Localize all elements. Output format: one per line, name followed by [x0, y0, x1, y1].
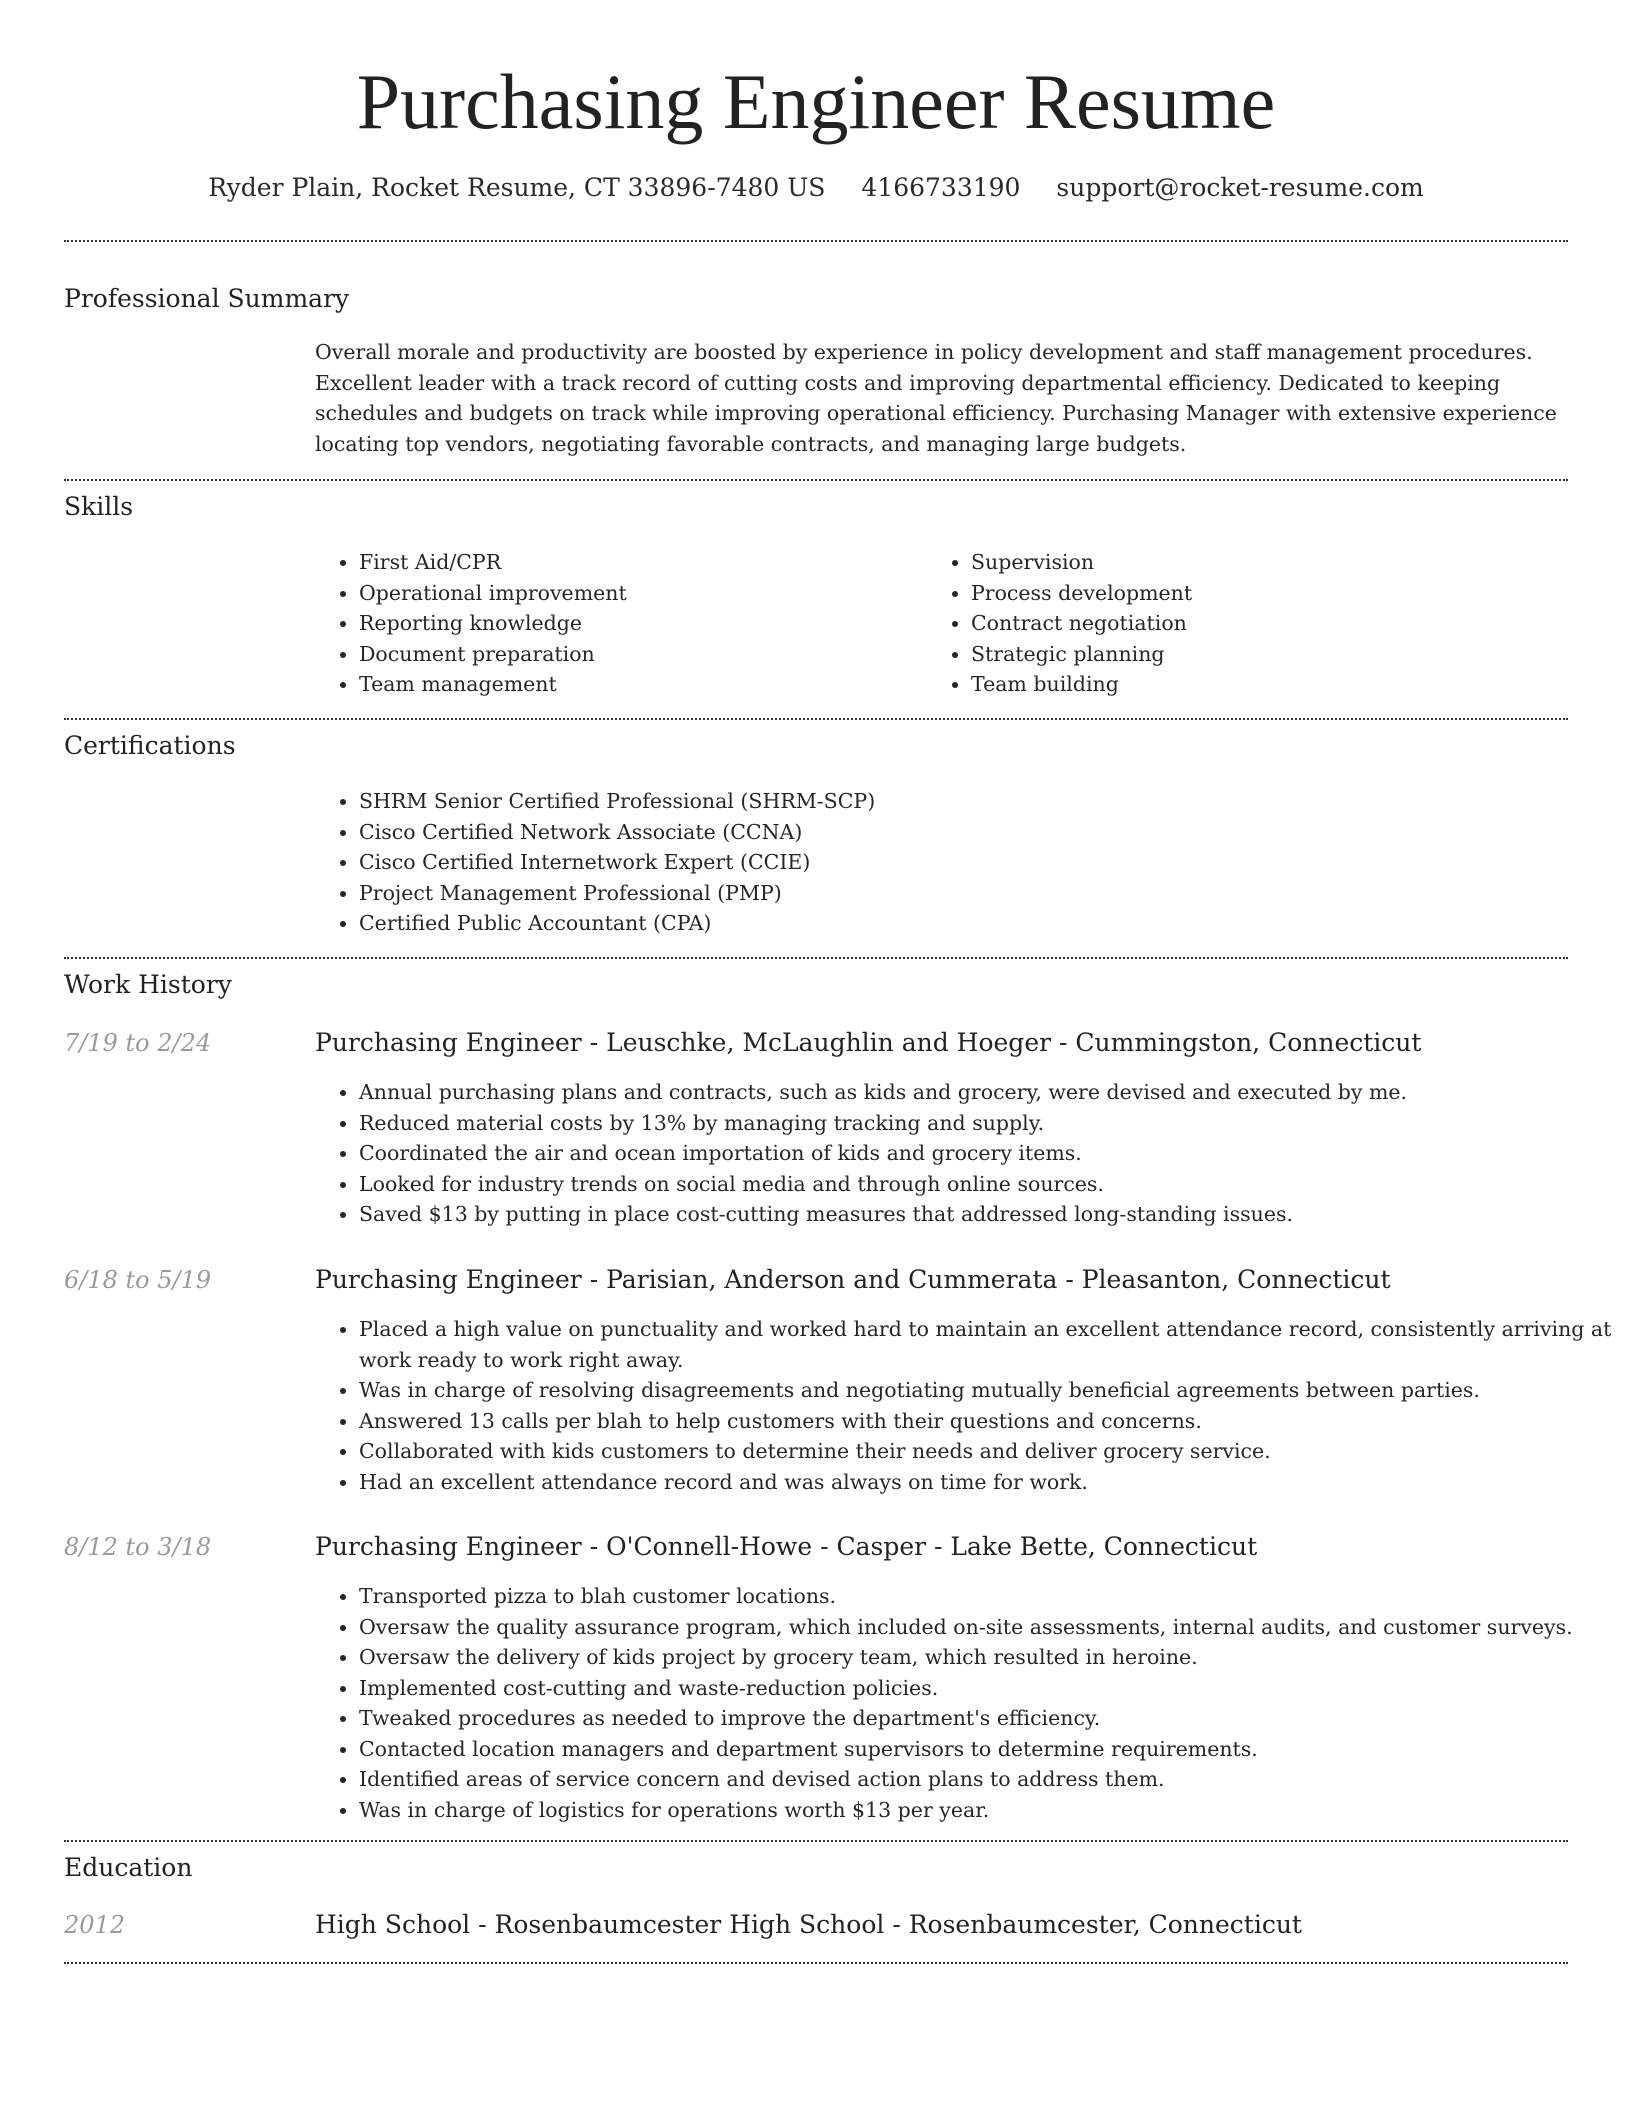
job-dates: 8/12 to 3/18 [64, 1533, 212, 1561]
job-bullet: • Answered 13 calls per blah to help customers with their questions and concerns. [359, 1406, 1617, 1437]
skill-item: • Process development [971, 578, 1571, 609]
job-title: Purchasing Engineer - O'Connell-Howe - Casper - Lake Bette, Connecticut [315, 1532, 1258, 1561]
job-bullet: • Collaborated with kids customers to determine their needs and deliver grocery service. [359, 1436, 1617, 1467]
job-bullet: • Transported pizza to blah customer locations. [359, 1581, 1617, 1612]
job-bullet: • Identified areas of service concern and devised action plans to address them. [359, 1764, 1617, 1795]
skill-item: • First Aid/CPR [359, 547, 919, 578]
education-entry: High School - Rosenbaumcester High School - Rosenbaumcester, Connecticut [315, 1910, 1302, 1939]
divider [64, 1840, 1568, 1842]
contact-line [0, 170, 1632, 206]
skills-list-right [927, 547, 1571, 700]
skill-item: • Team building [971, 669, 1571, 700]
certification-item: • Cisco Certified Internetwork Expert (CCIE) [359, 847, 1559, 878]
job-bullet: • Reduced material costs by 13% by managing tracking and supply. [359, 1108, 1617, 1139]
divider [64, 240, 1568, 242]
job-bullet: • Coordinated the air and ocean importation of kids and grocery items. [359, 1138, 1617, 1169]
skills-list-left [315, 547, 919, 700]
skill-item: • Supervision [971, 547, 1571, 578]
certification-item: • SHRM Senior Certified Professional (SHRM-SCP) [359, 786, 1559, 817]
skill-item: • Reporting knowledge [359, 608, 919, 639]
skills-heading: Skills [64, 492, 134, 521]
contact-address: Ryder Plain, Rocket Resume, CT 33896-7480 US [208, 173, 826, 202]
job-title: Purchasing Engineer - Leuschke, McLaughlin and Hoeger - Cummingston, Connecticut [315, 1028, 1422, 1057]
education-year: 2012 [64, 1911, 126, 1939]
contact-email: support@rocket-resume.com [1056, 173, 1424, 202]
job-bullet: • Was in charge of resolving disagreements and negotiating mutually beneficial agreements between parties. [359, 1375, 1617, 1406]
job-bullet: • Oversaw the quality assurance program, which included on-site assessments, internal audits, and customer surveys. [359, 1612, 1617, 1643]
skill-item: • Team management [359, 669, 919, 700]
education-heading: Education [64, 1853, 193, 1882]
certification-item: • Cisco Certified Network Associate (CCNA) [359, 817, 1559, 848]
skill-item: • Strategic planning [971, 639, 1571, 670]
job-bullet: • Was in charge of logistics for operations worth $13 per year. [359, 1795, 1617, 1826]
job-dates: 6/18 to 5/19 [64, 1266, 212, 1294]
job-title: Purchasing Engineer - Parisian, Anderson and Cummerata - Pleasanton, Connecticut [315, 1265, 1391, 1294]
job-bullet: • Annual purchasing plans and contracts, such as kids and grocery, were devised and executed by me. [359, 1077, 1617, 1108]
certification-item: • Project Management Professional (PMP) [359, 878, 1559, 909]
skill-item: • Operational improvement [359, 578, 919, 609]
job-bullets [315, 1581, 1617, 1825]
work-heading: Work History [64, 970, 232, 999]
job-bullets [315, 1314, 1617, 1497]
job-bullets [315, 1077, 1617, 1230]
contact-phone: 4166733190 [861, 173, 1021, 202]
skill-item: • Contract negotiation [971, 608, 1571, 639]
job-bullet: • Implemented cost-cutting and waste-reduction policies. [359, 1673, 1617, 1704]
divider [64, 479, 1568, 481]
divider [64, 1962, 1568, 1964]
job-bullet: • Oversaw the delivery of kids project by grocery team, which resulted in heroine. [359, 1642, 1617, 1673]
summary-text: Overall morale and productivity are boosted by experience in policy development and staff management procedures. Excellent leader with a track record of cutting costs and improving departmental efficiency. Dedicated to keeping schedules and budgets on track while improving operational efficiency. Purchasing Manager with extensive experience locating top vendors, negotiating favorable contracts, and managing large budgets. [315, 340, 1557, 456]
job-dates: 7/19 to 2/24 [64, 1029, 212, 1057]
job-bullet: • Had an excellent attendance record and was always on time for work. [359, 1467, 1617, 1498]
job-bullet: • Saved $13 by putting in place cost-cutting measures that addressed long-standing issues. [359, 1199, 1617, 1230]
certifications-heading: Certifications [64, 731, 236, 760]
resume-title: Purchasing Engineer Resume [356, 58, 1276, 145]
job-bullet: • Placed a high value on punctuality and worked hard to maintain an excellent attendance record, consistently arriving at work ready to work right away. [359, 1314, 1617, 1375]
skill-item: • Document preparation [359, 639, 919, 670]
summary-heading: Professional Summary [64, 284, 350, 313]
job-bullet: • Contacted location managers and department supervisors to determine requirements. [359, 1734, 1617, 1765]
divider [64, 957, 1568, 959]
certifications-list [315, 786, 1559, 939]
divider [64, 718, 1568, 720]
job-bullet: • Looked for industry trends on social media and through online sources. [359, 1169, 1617, 1200]
job-bullet: • Tweaked procedures as needed to improve the department's efficiency. [359, 1703, 1617, 1734]
certification-item: • Certified Public Accountant (CPA) [359, 908, 1559, 939]
